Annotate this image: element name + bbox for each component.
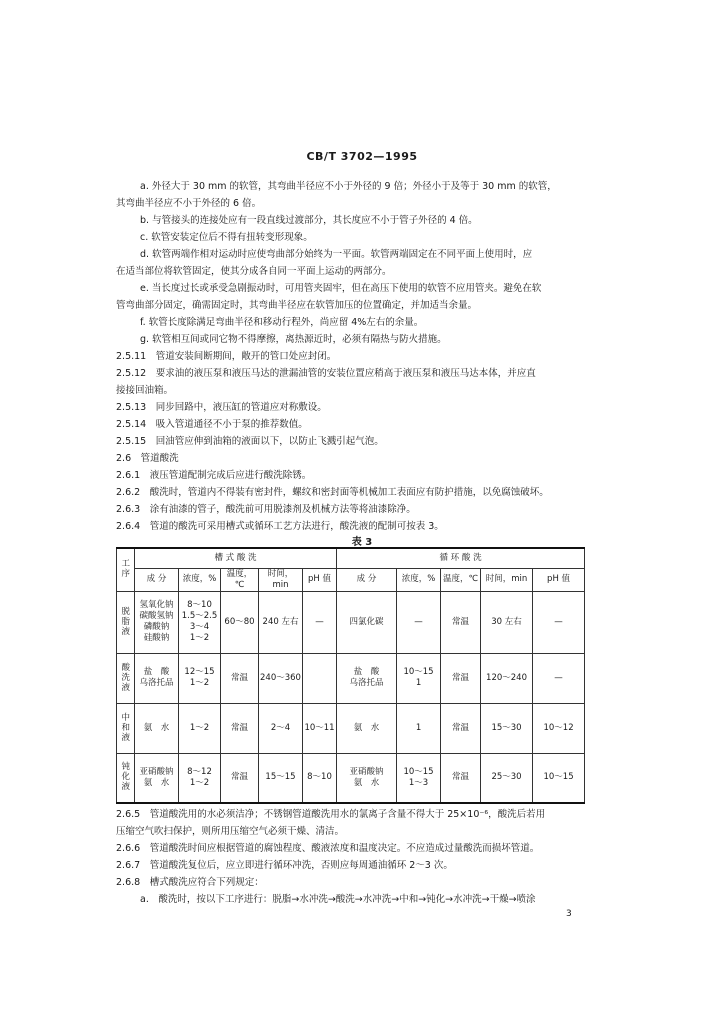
col-header: 温度，℃ bbox=[221, 568, 259, 591]
col-header: pH 值 bbox=[533, 568, 585, 591]
loop-components: 氨 水 bbox=[337, 703, 397, 753]
loop-temp: 常温 bbox=[441, 703, 481, 753]
clause-2-6-5-line1: 2.6.5 管道酸洗用的水必须洁净；不锈钢管道酸洗用水的氯离子含量不得大于 25×10⁻⁶，酸洗后若用 bbox=[116, 809, 546, 820]
clause-2-5-15: 2.5.15 回油管应伸到油箱的液面以下，以防止飞溅引起气泡。 bbox=[116, 436, 384, 447]
col-header: 时间，min bbox=[481, 568, 533, 591]
loop-temp: 常温 bbox=[441, 753, 481, 803]
tank-group-header: 槽 式 酸 洗 bbox=[135, 548, 337, 568]
loop-temp: 常温 bbox=[441, 591, 481, 653]
loop-group-header: 循 环 酸 洗 bbox=[337, 548, 585, 568]
item-g: g. 软管相互间或同它物不得摩擦，离热源近时，必须有隔热与防火措施。 bbox=[140, 334, 447, 345]
tank-temp: 常温 bbox=[221, 653, 259, 703]
tank-temp: 常温 bbox=[221, 703, 259, 753]
col-header: 浓度，% bbox=[397, 568, 441, 591]
clause-2-6-1: 2.6.1 液压管道配制完成后应进行酸洗除锈。 bbox=[116, 470, 312, 481]
clause-2-5-11: 2.5.11 管道安装间断期间，敞开的管口处应封闭。 bbox=[116, 351, 337, 362]
tank-time: 15～15 bbox=[259, 753, 303, 803]
tank-time: 240～360 bbox=[259, 653, 303, 703]
table-row bbox=[117, 653, 585, 703]
tank-components: 氨 水 bbox=[135, 703, 179, 753]
tank-ph: 10～11 bbox=[303, 703, 337, 753]
table-row bbox=[117, 591, 585, 653]
tank-ph bbox=[303, 653, 337, 703]
item-e-line1: e. 当长度过长或承受急剧振动时，可用管夹固牢，但在高压下使用的软管不应用管夹。避免在软 bbox=[140, 283, 542, 294]
col-header: 时间，min bbox=[259, 568, 303, 591]
clause-2-6-3: 2.6.3 涂有油漆的管子，酸洗前可用脱漆剂及机械方法等将油漆除净。 bbox=[116, 504, 416, 515]
col-header: 温度，℃ bbox=[441, 568, 481, 591]
loop-ph: 10～12 bbox=[533, 703, 585, 753]
tank-components: 盐 酸 乌洛托品 bbox=[135, 653, 179, 703]
page-number: 3 bbox=[566, 909, 572, 919]
tank-components: 亚硝酸钠 氨 水 bbox=[135, 753, 179, 803]
table-row bbox=[117, 703, 585, 753]
standard-header: CB/T 3702—1995 bbox=[306, 150, 418, 163]
item-f: f. 软管长度除满足弯曲半径和移动行程外，尚应留 4%左右的余量。 bbox=[140, 317, 424, 328]
item-d-line1: d. 软管两端作相对运动时应使弯曲部分始终为一平面。软管两端固定在不同平面上使用时，应 bbox=[140, 249, 533, 260]
clause-2-6-4: 2.6.4 管道的酸洗可采用槽式或循环工艺方法进行，酸洗液的配制可按表 3。 bbox=[116, 521, 444, 532]
loop-time: 25～30 bbox=[481, 753, 533, 803]
loop-concentrations: 10～15 1～3 bbox=[397, 753, 441, 803]
tank-temp: 常温 bbox=[221, 753, 259, 803]
clause-2-6-7: 2.6.7 管道酸洗复位后，应立即进行循环冲洗，否则应每周通油循环 2～3 次。 bbox=[116, 860, 453, 871]
loop-components: 四氯化碳 bbox=[337, 591, 397, 653]
pickling-table bbox=[116, 547, 585, 804]
clause-2-6-8-a: a. 酸洗时，按以下工序进行：脱脂→水冲洗→酸洗→水冲洗→中和→钝化→水冲洗→干燥→喷涂 bbox=[140, 894, 536, 905]
clause-2-6-6: 2.6.6 管道酸洗时间应根据管道的腐蚀程度、酸液浓度和温度决定。不应造成过量酸洗而损坏管道。 bbox=[116, 843, 540, 854]
loop-components: 亚硝酸钠 氨 水 bbox=[337, 753, 397, 803]
clause-2-6-5-line2: 压缩空气吹扫保护，则所用压缩空气必须干燥、清洁。 bbox=[116, 826, 345, 837]
tank-temp: 60～80 bbox=[221, 591, 259, 653]
col-header: 成 分 bbox=[337, 568, 397, 591]
clause-2-6-2: 2.6.2 酸洗时，管道内不得装有密封件，螺纹和密封面等机械加工表面应有防护措施，以免腐蚀破坏。 bbox=[116, 487, 549, 498]
tank-time: 240 左右 bbox=[259, 591, 303, 653]
item-a-line1: a. 外径大于 30 mm 的软管，其弯曲半径应不小于外径的 9 倍；外径小于及等于 30 mm 的软管， bbox=[140, 181, 557, 192]
tank-ph: 8～10 bbox=[303, 753, 337, 803]
row-process: 钝化液 bbox=[117, 753, 135, 803]
item-c: c. 软管安装定位后不得有扭转变形现象。 bbox=[140, 232, 313, 243]
clause-2-5-14: 2.5.14 吸入管道通径不小于泵的推荐数值。 bbox=[116, 419, 308, 430]
col-header: pH 值 bbox=[303, 568, 337, 591]
loop-time: 120～240 bbox=[481, 653, 533, 703]
tank-concentrations: 8～10 1.5～2.5 3～4 1～2 bbox=[179, 591, 221, 653]
table-row bbox=[117, 753, 585, 803]
loop-ph: — bbox=[533, 653, 585, 703]
tank-time: 2～4 bbox=[259, 703, 303, 753]
col-header: 浓度，% bbox=[179, 568, 221, 591]
clause-2-5-13: 2.5.13 同步回路中，液压缸的管道应对称敷设。 bbox=[116, 402, 327, 413]
tank-concentrations: 12～15 1～2 bbox=[179, 653, 221, 703]
loop-time: 15～30 bbox=[481, 703, 533, 753]
section-2-6-heading: 2.6 管道酸洗 bbox=[116, 453, 179, 464]
loop-components: 盐 酸 乌洛托品 bbox=[337, 653, 397, 703]
item-d-line2: 在适当部位将软管固定，使其分成各自同一平面上运动的两部分。 bbox=[116, 266, 392, 277]
item-a-line2: 其弯曲半径应不小于外径的 6 倍。 bbox=[116, 198, 262, 209]
clause-2-6-8: 2.6.8 槽式酸洗应符合下列规定： bbox=[116, 877, 264, 888]
loop-temp: 常温 bbox=[441, 653, 481, 703]
process-header: 工序 bbox=[117, 548, 135, 591]
row-process: 酸洗液 bbox=[117, 653, 135, 703]
tank-concentrations: 8～12 1～2 bbox=[179, 753, 221, 803]
loop-concentrations: 1 bbox=[397, 703, 441, 753]
row-process: 脱脂液 bbox=[117, 591, 135, 653]
tank-concentrations: 1～2 bbox=[179, 703, 221, 753]
tank-ph: — bbox=[303, 591, 337, 653]
row-process: 中和液 bbox=[117, 703, 135, 753]
table-title: 表 3 bbox=[351, 537, 373, 548]
loop-time: 30 左右 bbox=[481, 591, 533, 653]
tank-components: 氢氧化钠 碳酸氢钠 磷酸钠 硅酸钠 bbox=[135, 591, 179, 653]
loop-concentrations: 10～15 1 bbox=[397, 653, 441, 703]
loop-ph: — bbox=[533, 591, 585, 653]
loop-ph: 10～15 bbox=[533, 753, 585, 803]
item-e-line2: 管弯曲部分固定，确需固定时，其弯曲半径应在软管加压的位置确定，并加适当余量。 bbox=[116, 300, 478, 311]
loop-concentrations: — bbox=[397, 591, 441, 653]
clause-2-5-12-line2: 接接回油箱。 bbox=[116, 385, 174, 396]
col-header: 成 分 bbox=[135, 568, 179, 591]
clause-2-5-12-line1: 2.5.12 要求油的液压泵和液压马达的泄漏油管的安装位置应稍高于液压泵和液压马达本体，并应直 bbox=[116, 368, 536, 379]
item-b: b. 与管接头的连接处应有一段直线过渡部分，其长度应不小于管子外径的 4 倍。 bbox=[140, 215, 478, 226]
